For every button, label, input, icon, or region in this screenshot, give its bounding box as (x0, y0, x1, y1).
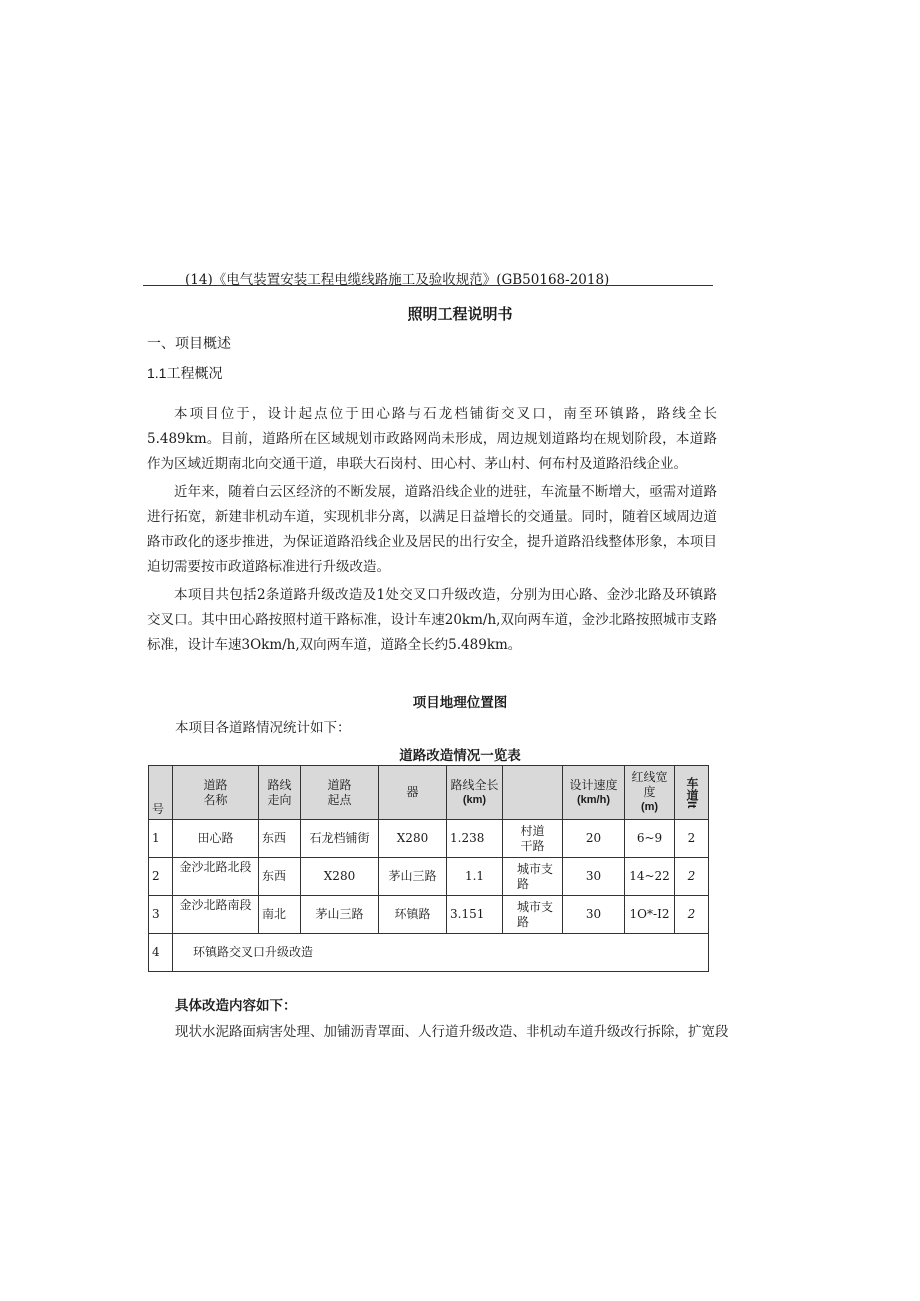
cell-start: X280 (301, 858, 379, 896)
reference-line: (14)《电气装置安装工程电缆线路施工及验收规范》(GB50168-2018) (185, 272, 610, 288)
figure-caption: 项目地理位置图 (412, 695, 508, 710)
table-row (149, 820, 709, 858)
table-row (149, 896, 709, 934)
cell-length: 1.238 (447, 820, 503, 858)
section-heading: 一、项目概述 (147, 335, 231, 351)
header-end: 器 (379, 766, 447, 820)
header-width-unit: (m) (640, 801, 659, 813)
cell-intersection-upgrade: 环镇路交叉口升级改造 (173, 934, 709, 972)
header-speed-label: 设计速度 (569, 777, 618, 792)
cell-no: 1 (149, 820, 173, 858)
cell-grade: 城市支 路 (503, 858, 563, 896)
cell-direction: 东西 (259, 820, 301, 858)
cell-speed: 30 (563, 896, 625, 934)
header-length (447, 766, 503, 820)
cell-no: 2 (149, 858, 173, 896)
detail-text: 现状水泥路面病害处理、加铺沥青罩面、人行道升级改造、非机动车道升级改行拆除，扩宽段 (175, 1024, 729, 1040)
cell-width: 6~9 (625, 820, 675, 858)
paragraph-1: 本项目位于，设计起点位于田心路与石龙档铺街交叉口，南至环镇路，路线全长5.489km。目前，道路所在区域规划市政路网尚未形成，周边规划道路均在规划阶段，本道路作为区域近期南北向交通干道，串联大石岗村、田心村、茅山村、何布村及道路沿线企业。 (147, 406, 717, 472)
cell-length: 1.1 (447, 858, 503, 896)
cell-grade: 城市支 路 (503, 896, 563, 934)
cell-width: 14~22 (625, 858, 675, 896)
paragraph-2: 近年来，随着白云区经济的不断发展，道路沿线企业的进驻，车流量不断增大，亟需对道路进行拓宽，新建非机动车道，实现机非分离，以满足日益增长的交通量。同时，随着区域周边道路市政化的逐步推进，为保证道路沿线企业及居民的出行安全，提升道路沿线整体形象，本项目迫切需要按市政道路标准进行升级改造。 (147, 484, 717, 575)
cell-start: 石龙档铺街 (301, 820, 379, 858)
document-title: 照明工程说明书 (407, 306, 513, 323)
table-title: 道路改造情况一览表 (399, 748, 521, 763)
cell-direction: 南北 (259, 896, 301, 934)
header-speed (563, 766, 625, 820)
header-direction: 路线 走向 (259, 766, 301, 820)
cell-end: 茅山三路 (379, 858, 447, 896)
cell-width: 1O*-I2 (625, 896, 675, 934)
cell-grade: 村道 干路 (503, 820, 563, 858)
cell-no: 4 (149, 934, 173, 972)
header-speed-unit: (km/h) (577, 793, 610, 806)
cell-length: 3.151 (447, 896, 503, 934)
cell-direction: 东西 (259, 858, 301, 896)
header-lanes-label: 车道It (685, 776, 699, 809)
header-length-unit: (km) (462, 793, 487, 806)
header-road-name: 道路 名称 (173, 766, 259, 820)
cell-start: 茅山三路 (301, 896, 379, 934)
cell-road-name: 田心路 (173, 820, 259, 858)
header-rule (143, 285, 713, 286)
cell-end: X280 (379, 820, 447, 858)
detail-heading: 具体改造内容如下： (175, 998, 297, 1013)
cell-lanes: 2 (675, 858, 709, 896)
header-width-label: 红线宽度 (631, 770, 668, 799)
table-row (149, 934, 709, 972)
cell-no: 3 (149, 896, 173, 934)
cell-speed: 30 (563, 858, 625, 896)
subsection-heading: 1.1工程概况 (147, 365, 223, 381)
cell-road-name: 金沙北路北段 (173, 858, 259, 896)
roads-table (148, 765, 709, 972)
header-start: 道路 起点 (301, 766, 379, 820)
cell-speed: 20 (563, 820, 625, 858)
header-lanes (675, 766, 709, 820)
table-header-row (149, 766, 709, 820)
header-width (625, 766, 675, 820)
header-length-label: 路线全长 (450, 777, 499, 792)
cell-lanes: 2 (675, 820, 709, 858)
table-row (149, 858, 709, 896)
cell-lanes: 2 (675, 896, 709, 934)
table-intro: 本项目各道路情况统计如下： (175, 720, 351, 736)
header-grade (503, 766, 563, 820)
header-no: 号 (149, 766, 173, 820)
cell-road-name: 金沙北路南段 (173, 896, 259, 934)
cell-end: 环镇路 (379, 896, 447, 934)
paragraph-3: 本项目共包括2条道路升级改造及1处交叉口升级改造，分别为田心路、金沙北路及环镇路交叉口。其中田心路按照村道干路标准，设计车速20km/h,双向两车道，金沙北路按照城市支路标准，设计车速3Okm/h,双向两车道，道路全长约5.489km。 (147, 587, 717, 653)
